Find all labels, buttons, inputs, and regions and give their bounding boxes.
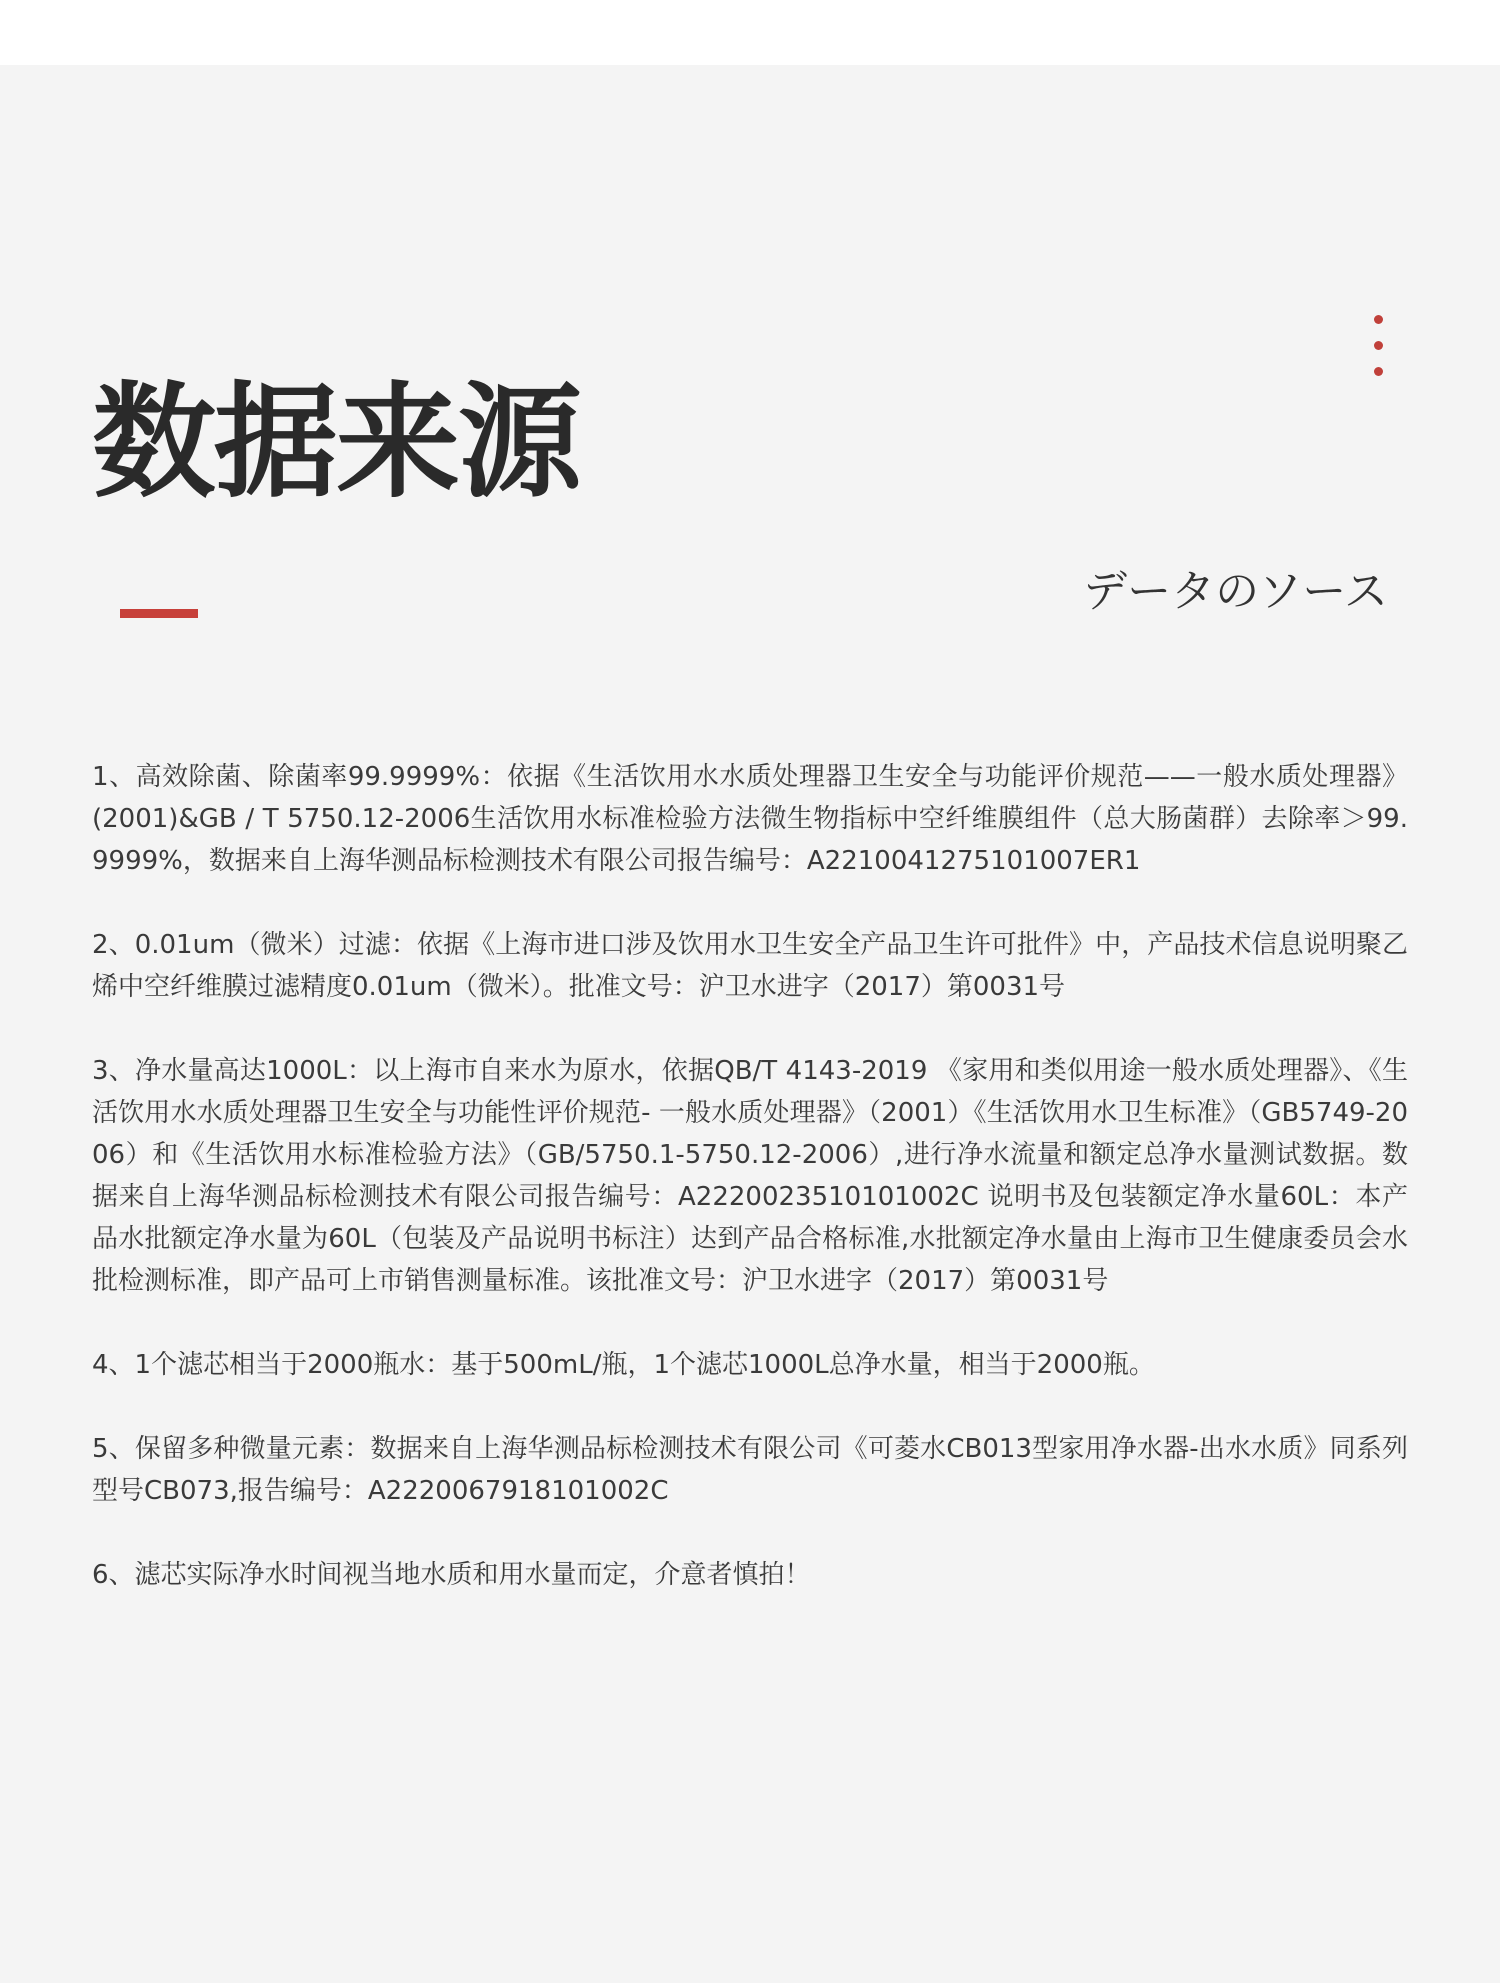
- note-item: 3、净水量高达1000L：以上海市自来水为原水，依据QB/T 4143-2019 《家用和类似用途一般水质处理器》、《生活饮用水水质处理器卫生安全与功能性评价规范- 一般水质处理器》（2001）《生活饮用水卫生标准》（GB5749-2006）和《生活饮用水标准检验方法》（GB/5750.1-5750.12-2006）,进行净水流量和额定总净水量测试数据。数据来自上海华测品标检测技术有限公司报告编号：A2220023510101002C 说明书及包装额定净水量60L：本产品水批额定净水量为60L（包装及产品说明书标注）达到产品合格标准,水批额定净水量由上海市卫生健康委员会水批检测标准，即产品可上市销售测量标准。该批准文号：沪卫水进字（2017）第0031号: [92, 1056, 1408, 1296]
- dot: [1374, 315, 1383, 324]
- vertical-dots-icon[interactable]: [1374, 315, 1384, 385]
- note-item: 4、1个滤芯相当于2000瓶水：基于500mL/瓶，1个滤芯1000L总净水量，相当于2000瓶。: [92, 1350, 1155, 1380]
- note-item: 2、0.01um（微米）过滤：依据《上海市进口涉及饮用水卫生安全产品卫生许可批件》中，产品技术信息说明聚乙烯中空纤维膜过滤精度0.01um（微米）。批准文号：沪卫水进字（2017）第0031号: [92, 930, 1408, 1002]
- accent-divider: [120, 609, 198, 618]
- page-title: 数据来源: [92, 370, 581, 516]
- data-source-notes: [92, 756, 1408, 1638]
- note-item: 6、滤芯实际净水时间视当地水质和用水量而定，介意者慎拍！: [92, 1560, 811, 1590]
- note-item: 5、保留多种微量元素：数据来自上海华测品标检测技术有限公司《可菱水CB013型家用净水器-出水水质》同系列型号CB073,报告编号：A2220067918101002C: [92, 1434, 1408, 1506]
- dot: [1374, 341, 1383, 350]
- page-subtitle: データのソース: [1083, 566, 1388, 617]
- note-item: 1、高效除菌、除菌率99.9999%：依据《生活饮用水水质处理器卫生安全与功能评价规范——一般水质处理器》(2001)&GB / T 5750.12-2006生活饮用水标准检验方法微生物指标中空纤维膜组件（总大肠菌群）去除率＞99.9999%，数据来自上海华测品标检测技术有限公司报告编号：A2210041275101007ER1: [92, 762, 1408, 876]
- dot: [1374, 367, 1383, 376]
